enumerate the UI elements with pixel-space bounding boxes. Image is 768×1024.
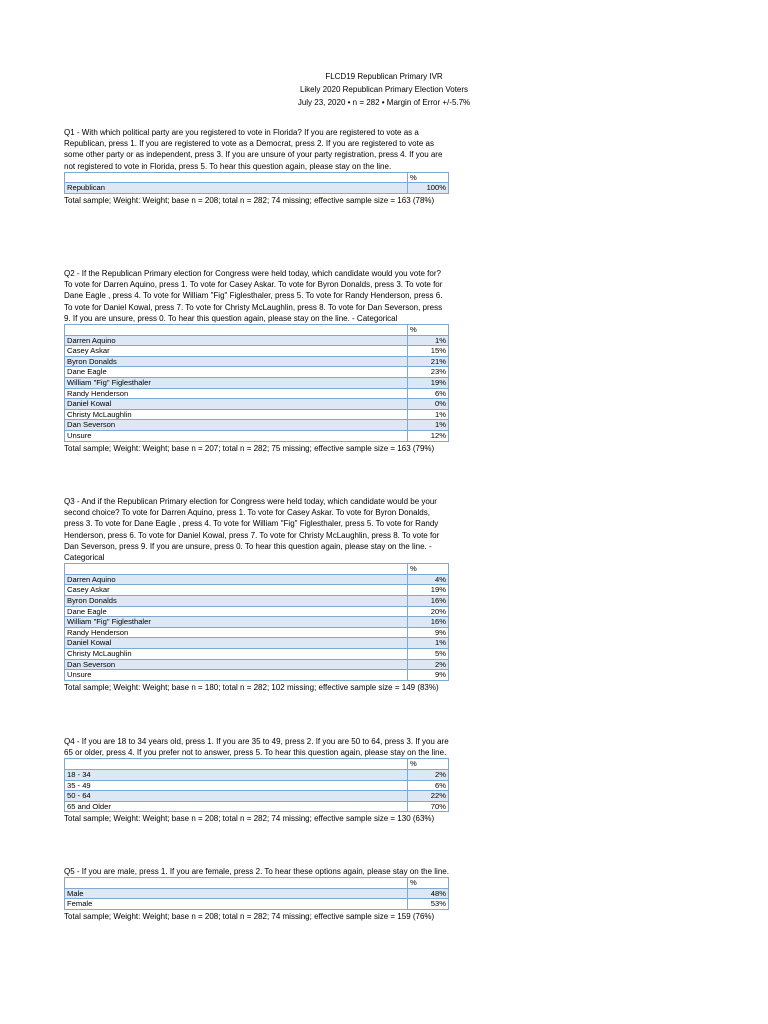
row-value: 0% bbox=[408, 399, 449, 410]
table-row bbox=[65, 659, 449, 670]
row-label: Casey Askar bbox=[65, 585, 408, 596]
row-value: 1% bbox=[408, 409, 449, 420]
table-row bbox=[65, 899, 449, 910]
results-table bbox=[64, 758, 449, 812]
table-row bbox=[65, 367, 449, 378]
row-label: Republican bbox=[65, 183, 408, 194]
row-label: Randy Henderson bbox=[65, 627, 408, 638]
row-value: 1% bbox=[408, 638, 449, 649]
table-header-row bbox=[65, 878, 449, 889]
row-value: 4% bbox=[408, 574, 449, 585]
question-block-q3 bbox=[64, 496, 449, 693]
question-block-q1 bbox=[64, 127, 449, 206]
row-value: 6% bbox=[408, 780, 449, 791]
header-percent-cell: % bbox=[408, 759, 449, 770]
header-label-cell bbox=[65, 759, 408, 770]
table-row bbox=[65, 585, 449, 596]
header-label-cell bbox=[65, 878, 408, 889]
sample-note: Total sample; Weight: Weight; base n = 208; total n = 282; 74 missing; effective sample size = 159 (76%) bbox=[64, 911, 435, 921]
row-label: Byron Donalds bbox=[65, 356, 408, 367]
question-text: Q4 - If you are 18 to 34 years old, press 1. If you are 35 to 49, press 2. If you are 50 to 64, press 3. If you are 65 or older, press 4. If you prefer not to answer, press 5. To hear this question again, please stay on the line. bbox=[64, 737, 449, 758]
question-text: Q2 - If the Republican Primary election for Congress were held today, which candidate would you vote for? To vote for Darren Aquino, press 1. To vote for Casey Askar. To vote for Byron Donalds, press 3. To vote for Dane Eagle , press 4. To vote for William "Fig" Figlesthaler, press 5. To vote for Randy Henderson, press 6. To vote for Daniel Kowal, press 7. To vote for Christy McLaughlin, press 8. To vote for Dan Severson, press 9. If you are unsure, press 0. To hear this question again, please stay on the line. - Categorical bbox=[64, 269, 443, 323]
report-subtitle: Likely 2020 Republican Primary Election Voters bbox=[299, 85, 469, 94]
header-label-cell bbox=[65, 325, 408, 336]
table-row bbox=[65, 335, 449, 346]
row-label: William "Fig" Figlesthaler bbox=[65, 617, 408, 628]
report-title: FLCD19 Republican Primary IVR bbox=[325, 72, 443, 81]
table-row bbox=[65, 430, 449, 441]
table-row bbox=[65, 780, 449, 791]
sample-note: Total sample; Weight: Weight; base n = 208; total n = 282; 74 missing; effective sample size = 163 (78%) bbox=[64, 196, 435, 205]
row-value: 16% bbox=[408, 617, 449, 628]
row-label: Christy McLaughlin bbox=[65, 648, 408, 659]
row-value: 9% bbox=[408, 670, 449, 681]
table-row bbox=[65, 183, 449, 194]
row-value: 19% bbox=[408, 585, 449, 596]
row-value: 53% bbox=[408, 899, 449, 910]
row-value: 1% bbox=[408, 420, 449, 431]
table-row bbox=[65, 409, 449, 420]
header-percent-cell: % bbox=[408, 564, 449, 575]
row-label: Darren Aquino bbox=[65, 335, 408, 346]
row-label: Daniel Kowal bbox=[65, 399, 408, 410]
row-value: 15% bbox=[408, 346, 449, 357]
table-row bbox=[65, 596, 449, 607]
row-value: 48% bbox=[408, 888, 449, 899]
table-row bbox=[65, 574, 449, 585]
table-row bbox=[65, 420, 449, 431]
table-row bbox=[65, 801, 449, 812]
row-value: 9% bbox=[408, 627, 449, 638]
table-header-row bbox=[65, 325, 449, 336]
row-label: Unsure bbox=[65, 430, 408, 441]
sample-note: Total sample; Weight: Weight; base n = 208; total n = 282; 74 missing; effective sample size = 130 (63%) bbox=[64, 814, 435, 824]
question-block-q2 bbox=[64, 268, 449, 454]
row-value: 21% bbox=[408, 356, 449, 367]
row-value: 1% bbox=[408, 335, 449, 346]
header-percent-cell: % bbox=[408, 878, 449, 889]
row-value: 16% bbox=[408, 596, 449, 607]
table-row bbox=[65, 606, 449, 617]
row-label: Dan Severson bbox=[65, 420, 408, 431]
row-label: 35 - 49 bbox=[65, 780, 408, 791]
row-label: Dane Eagle bbox=[65, 367, 408, 378]
report-meta: July 23, 2020 • n = 282 • Margin of Error +/-5.7% bbox=[297, 98, 471, 107]
row-value: 20% bbox=[408, 606, 449, 617]
row-label: Christy McLaughlin bbox=[65, 409, 408, 420]
row-value: 22% bbox=[408, 791, 449, 802]
sample-note: Total sample; Weight: Weight; base n = 207; total n = 282; 75 missing; effective sample size = 163 (79%) bbox=[64, 443, 435, 453]
row-value: 12% bbox=[408, 430, 449, 441]
table-row bbox=[65, 770, 449, 781]
report-header bbox=[0, 70, 768, 109]
header-label-cell bbox=[65, 564, 408, 575]
results-table bbox=[64, 877, 449, 910]
row-label: 18 - 34 bbox=[65, 770, 408, 781]
table-row bbox=[65, 377, 449, 388]
table-row bbox=[65, 638, 449, 649]
table-row bbox=[65, 648, 449, 659]
question-text: Q3 - And if the Republican Primary election for Congress were held today, which candidate would be your second choice? To vote for Darren Aquino, press 1. To vote for Casey Askar. To vote for Byron Donalds, press 3. To vote for Dane Eagle , press 4. To vote for William "Fig" Figlesthaler, press 5. To vote for Randy Henderson, press 6. To vote for Daniel Kowal, press 7. To vote for Christy McLaughlin, press 8. To vote for Dan Severson, press 9. If you are unsure, press 0. To hear this question again, please stay on the line. - Categorical bbox=[64, 497, 440, 563]
row-label: Unsure bbox=[65, 670, 408, 681]
results-table bbox=[64, 172, 449, 194]
header-percent-cell: % bbox=[408, 172, 449, 183]
row-value: 2% bbox=[408, 770, 449, 781]
table-header-row bbox=[65, 564, 449, 575]
question-text: Q5 - If you are male, press 1. If you are female, press 2. To hear these options again, please stay on the line. bbox=[64, 867, 449, 876]
question-block-q5 bbox=[64, 866, 449, 922]
row-value: 100% bbox=[408, 183, 449, 194]
row-label: Daniel Kowal bbox=[65, 638, 408, 649]
table-row bbox=[65, 888, 449, 899]
row-label: Byron Donalds bbox=[65, 596, 408, 607]
row-value: 19% bbox=[408, 377, 449, 388]
row-label: Randy Henderson bbox=[65, 388, 408, 399]
table-row bbox=[65, 670, 449, 681]
table-row bbox=[65, 617, 449, 628]
row-label: Dan Severson bbox=[65, 659, 408, 670]
row-label: William "Fig" Figlesthaler bbox=[65, 377, 408, 388]
table-row bbox=[65, 388, 449, 399]
table-header-row bbox=[65, 759, 449, 770]
table-row bbox=[65, 791, 449, 802]
results-table bbox=[64, 563, 449, 681]
question-block-q4 bbox=[64, 736, 449, 824]
table-row bbox=[65, 356, 449, 367]
sample-note: Total sample; Weight: Weight; base n = 180; total n = 282; 102 missing; effective sample size = 149 (83%) bbox=[64, 682, 439, 692]
row-label: 50 - 64 bbox=[65, 791, 408, 802]
table-row bbox=[65, 627, 449, 638]
row-label: Female bbox=[65, 899, 408, 910]
row-value: 2% bbox=[408, 659, 449, 670]
row-label: Darren Aquino bbox=[65, 574, 408, 585]
question-text: Q1 - With which political party are you registered to vote in Florida? If you are registered to vote as a Republican, press 1. If you are registered to vote as a Democrat, press 2. If you are registered to vote as some other party or as independent, press 3. If you are unsure of your party registration, press 4. If you are not registered to vote in Florida, press 5. To hear this question again, please stay on the line. bbox=[64, 128, 443, 171]
table-row bbox=[65, 399, 449, 410]
row-value: 6% bbox=[408, 388, 449, 399]
row-value: 23% bbox=[408, 367, 449, 378]
table-header-row bbox=[65, 172, 449, 183]
header-percent-cell: % bbox=[408, 325, 449, 336]
row-value: 70% bbox=[408, 801, 449, 812]
row-label: Casey Askar bbox=[65, 346, 408, 357]
header-label-cell bbox=[65, 172, 408, 183]
row-value: 5% bbox=[408, 648, 449, 659]
row-label: 65 and Older bbox=[65, 801, 408, 812]
row-label: Male bbox=[65, 888, 408, 899]
results-table bbox=[64, 324, 449, 442]
row-label: Dane Eagle bbox=[65, 606, 408, 617]
table-row bbox=[65, 346, 449, 357]
